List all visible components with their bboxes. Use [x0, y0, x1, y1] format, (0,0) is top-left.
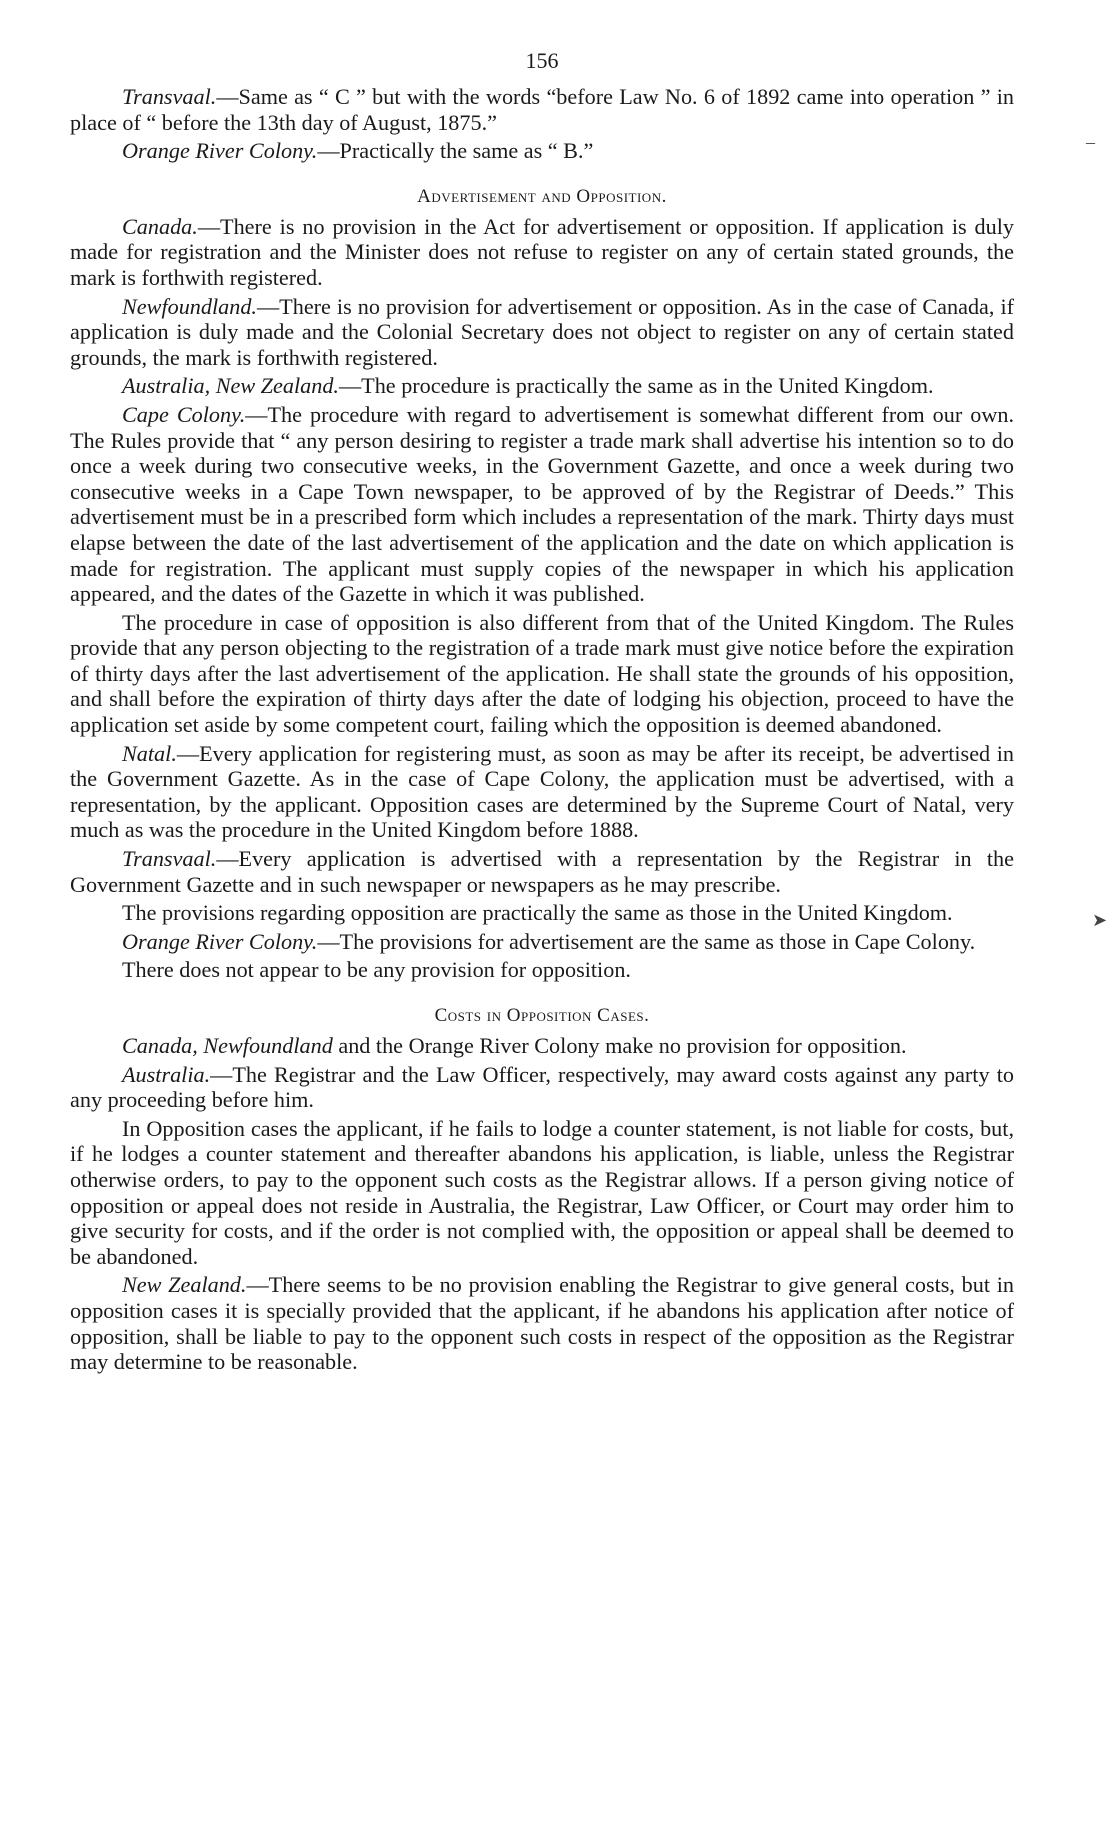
paragraph-lead: Transvaal. [122, 846, 217, 872]
paragraph [70, 846, 1014, 897]
margin-tick-mark: – [1086, 132, 1095, 152]
paragraph [70, 1033, 1014, 1059]
section-heading: Advertisement and Opposition. [417, 185, 667, 207]
section-advertisement [70, 186, 1014, 983]
paragraph [70, 1272, 1014, 1374]
paragraph [70, 1062, 1014, 1113]
section-heading: Costs in Opposition Cases. [434, 1005, 650, 1026]
section-costs [70, 1005, 1014, 1375]
paragraph-text: There does not appear to be any provision for opposition. [122, 957, 631, 983]
paragraph-lead: Orange River Colony. [122, 928, 318, 954]
paragraph-text: The procedure in case of opposition is also different from that of the United Kingdom. The Rules provide that any person objecting to the registration of a trade mark must give notice before the expiration of thirty days after the last advertisement of the application. He shall state the grounds of his opposition, and shall before the expiration of thirty days after the date of lodging his objection, proceed to have the application set aside by some competent court, failing which the opposition is deemed abandoned. [70, 609, 1014, 738]
paragraph-text: —Every application for registering must, as soon as may be after its receipt, be advertised in the Government Gazette. As in the case of Cape Colony, the application must be advertised, with a representation, by the applicant. Opposition cases are determined by the Supreme Court of Natal, very much as was the procedure in the United Kingdom before 1888. [70, 740, 1014, 843]
paragraph-text: —Every application is advertised with a representation by the Registrar in the Government Gazette and in such newspaper or newspapers as he may prescribe. [70, 846, 1014, 897]
paragraph [70, 214, 1014, 291]
paragraph-text: —There seems to be no provision enabling the Registrar to give general costs, but in opposition cases it is specially provided that the applicant, if he abandons his application after notice of opposition, shall be liable to pay to the opponent such costs in respect of the opposition as the Registrar may determine to be reasonable. [70, 1272, 1014, 1375]
paragraph-lead: New Zealand. [122, 1272, 247, 1298]
paragraph [70, 84, 1014, 135]
paragraph-text: —There is no provision in the Act for advertisement or opposition. If application is duly made for registration and the Minister does not refuse to register on any of certain stated grounds, the mark is forthwith registered. [70, 213, 1014, 290]
document-page [70, 48, 1014, 1378]
paragraph [70, 610, 1014, 738]
paragraph-text: —The procedure with regard to advertisement is somewhat different from our own. The Rules provide that “ any person desiring to register a trade mark shall advertise his intention so to do once a week during two consecutive weeks, in the Government Gazette, and once a week during two consecutive weeks in a Cape Town newspaper, to be approved of by the Registrar of Deeds.” This advertisement must be in a prescribed form which includes a representation of the mark. Thirty days must elapse between the date of the last advertisement of the application and the date on which application is made for registration. The applicant must supply copies of the newspaper in which his application appeared, and the dates of the Gazette in which it was published. [70, 401, 1014, 607]
paragraph-lead: Australia. [122, 1061, 211, 1087]
paragraph-text: —The provisions for advertisement are the same as those in Cape Colony. [317, 928, 976, 954]
page-number: 156 [525, 48, 559, 73]
paragraph [70, 402, 1014, 607]
paragraph [70, 929, 1014, 955]
paragraph-text: In Opposition cases the applicant, if he fails to lodge a counter statement, is not liable for costs, but, if he lodges a counter statement and thereafter abandons his application, is liable, unless the Registrar otherwise orders, to pay to the opponent such costs as the Registrar allows. If a person giving notice of opposition or appeal does not reside in Australia, the Registrar, Law Officer, or Court may order him to give security for costs, and if the order is not complied with, the opposition or appeal shall be deemed to be abandoned. [70, 1115, 1014, 1269]
paragraph-lead: Orange River Colony. [122, 138, 318, 164]
paragraph [70, 138, 1014, 164]
paragraph-lead: Cape Colony. [122, 401, 246, 427]
top-block [70, 84, 1014, 164]
paragraph [70, 900, 1014, 926]
paragraph-text: —Practically the same as “ B.” [317, 138, 594, 164]
paragraph-lead: Australia, New Zealand. [122, 373, 339, 399]
paragraph-text: —The Registrar and the Law Officer, respectively, may award costs against any party to any proceeding before him. [70, 1061, 1014, 1113]
paragraph-lead: Canada. [122, 213, 198, 239]
paragraph-text: —There is no provision for advertisement or opposition. As in the case of Canada, if application is duly made and the Colonial Secretary does not object to register on any of certain stated grounds, the mark is forthwith registered. [70, 293, 1014, 370]
paragraph [70, 741, 1014, 843]
paragraph [70, 294, 1014, 371]
paragraph [70, 957, 1014, 983]
paragraph-text: and the Orange River Colony make no provision for opposition. [332, 1033, 907, 1058]
margin-arrow-mark: ➤ [1092, 910, 1108, 930]
paragraph-lead: Transvaal. [122, 84, 217, 109]
paragraph-lead: Newfoundland. [122, 293, 257, 319]
paragraph [70, 373, 1014, 399]
paragraph-text: —The procedure is practically the same as in the United Kingdom. [338, 373, 934, 399]
paragraph-text: The provisions regarding opposition are practically the same as those in the United Kingdom. [122, 900, 953, 926]
paragraph-lead: Canada, Newfoundland [122, 1033, 333, 1058]
paragraph-lead: Natal. [122, 740, 177, 766]
paragraph-text: —Same as “ C ” but with the words “before Law No. 6 of 1892 came into operation ” in place of “ before the 13th day of August, 1875.” [70, 84, 1014, 135]
paragraph [70, 1116, 1014, 1270]
